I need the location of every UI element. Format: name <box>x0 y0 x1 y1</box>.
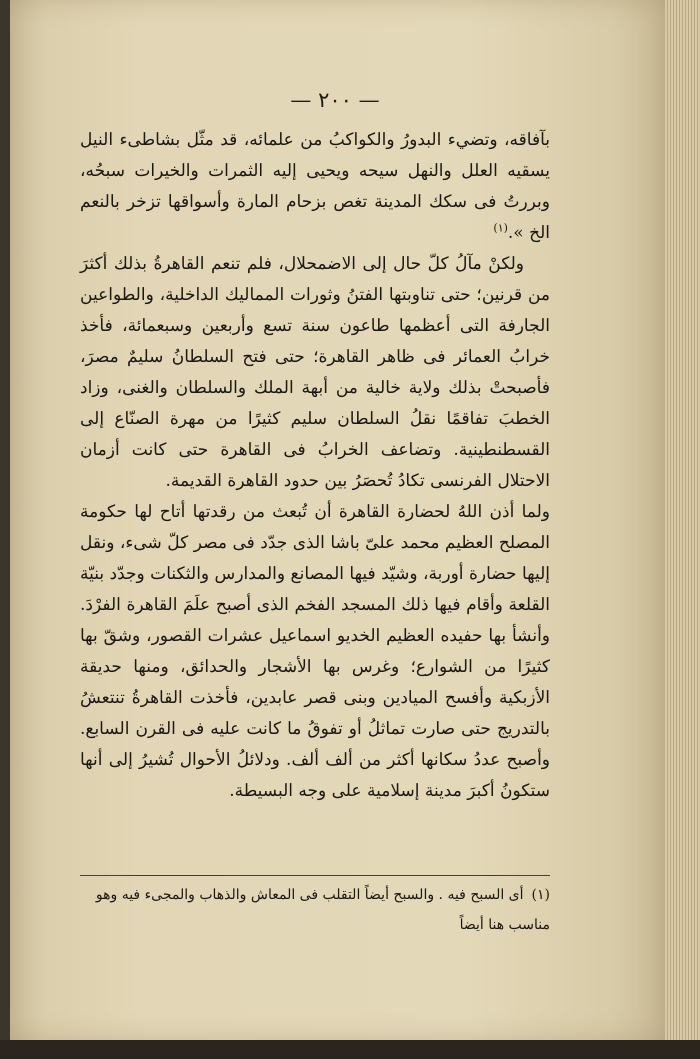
paragraph-2 <box>80 249 550 497</box>
footnote <box>80 880 550 940</box>
page-edges <box>665 0 700 1040</box>
body-text <box>80 125 550 807</box>
page-number: — ٢٠٠ — <box>290 88 380 112</box>
footnote-marker: (١) <box>531 887 550 903</box>
paragraph-3 <box>80 497 550 807</box>
bottom-shadow <box>0 1040 700 1059</box>
paragraph-1 <box>80 125 550 249</box>
paragraph-2-text: ولكنْ مآلُ كلّ حال إلى الاضمحلال، فلم تنعم القاهرةُ بذلك أكثرَ من قرنين؛ حتى تناوبتها الفتنُ وثورات المماليك الداخلية، والطواعين الجارفة التى أعظمها طاعون سنة تسع وأربعين وسبعمائة، فأخذ خرابُ العمائر فى ظاهر القاهرة؛ حتى فتح السلطانُ سليمٌ مصرَ، فأصبحتْ بذلك ولاية خالية من أبهة الملك والسلطان والغنى، وزاد الخطبَ تفاقمًا نقلُ السلطان سليم كثيرًا من مهرة الصنّاع إلى القسطنطينية. وتضاعف الخرابُ فى القاهرة حتى كانت أزمان الاحتلال الفرنسى تكادُ تُحصَرُ بين حدود القاهرة القديمة. <box>80 254 550 491</box>
footnote-text: أى السبح فيه . والسبح أيضاً التقلب فى المعاش والذهاب والمجىء فيه وهو مناسب هنا أيضاً <box>95 887 550 933</box>
paragraph-3-text: ولما أذن اللهُ لحضارة القاهرة أن تُبعث من رقدتها أتاح لها حكومة المصلح العظيم محمد علىّ باشا الذى جدّد فى مصر كلّ شىء، ونقل إليها حضارة أوربة، وشيّد فيها المصانع والمدارس والثكنات وجدّد بنيّة القلعة وأقام فيها ذلك المسجد الفخم الذى أصبح علَمَ القاهرة الفرْدَ. وأنشأ بها حفيده العظيم الخديو اسماعيل عشرات القصور، وشقّ بها كثيرًا من الشوارع؛ وغرس بها الأشجار والحدائق، ومنها حديقة الأزبكية وأفسح الميادين وبنى قصر عابدين، فأخذت القاهرةُ تنتعشُ بالتدريج حتى صارت تماثلُ أو تفوقُ ما كانت عليه فى القرن السابع. وأصبح عددُ سكانها أكثر من ألف ألف. ودلائلُ الأحوال تُشيرُ إلى أنها ستكونُ أكبرَ مدينة إسلامية على وجه البسيطة. <box>80 502 550 801</box>
footnote-divider <box>80 875 550 876</box>
footnote-reference[interactable]: (١) <box>493 221 508 235</box>
paragraph-1-text: بآفاقه، وتضيء البدورُ والكواكبُ من علمائه، قد مثّل بشاطىء النيل يسقيه العلل والنهل سيحه ويحيى إليه الثمرات والخيرات سبحُه، وبررتُ فى سكك المدينة تغص بزحام المارة وأسواقها تزخر بالنعم الخ ». <box>80 130 550 243</box>
